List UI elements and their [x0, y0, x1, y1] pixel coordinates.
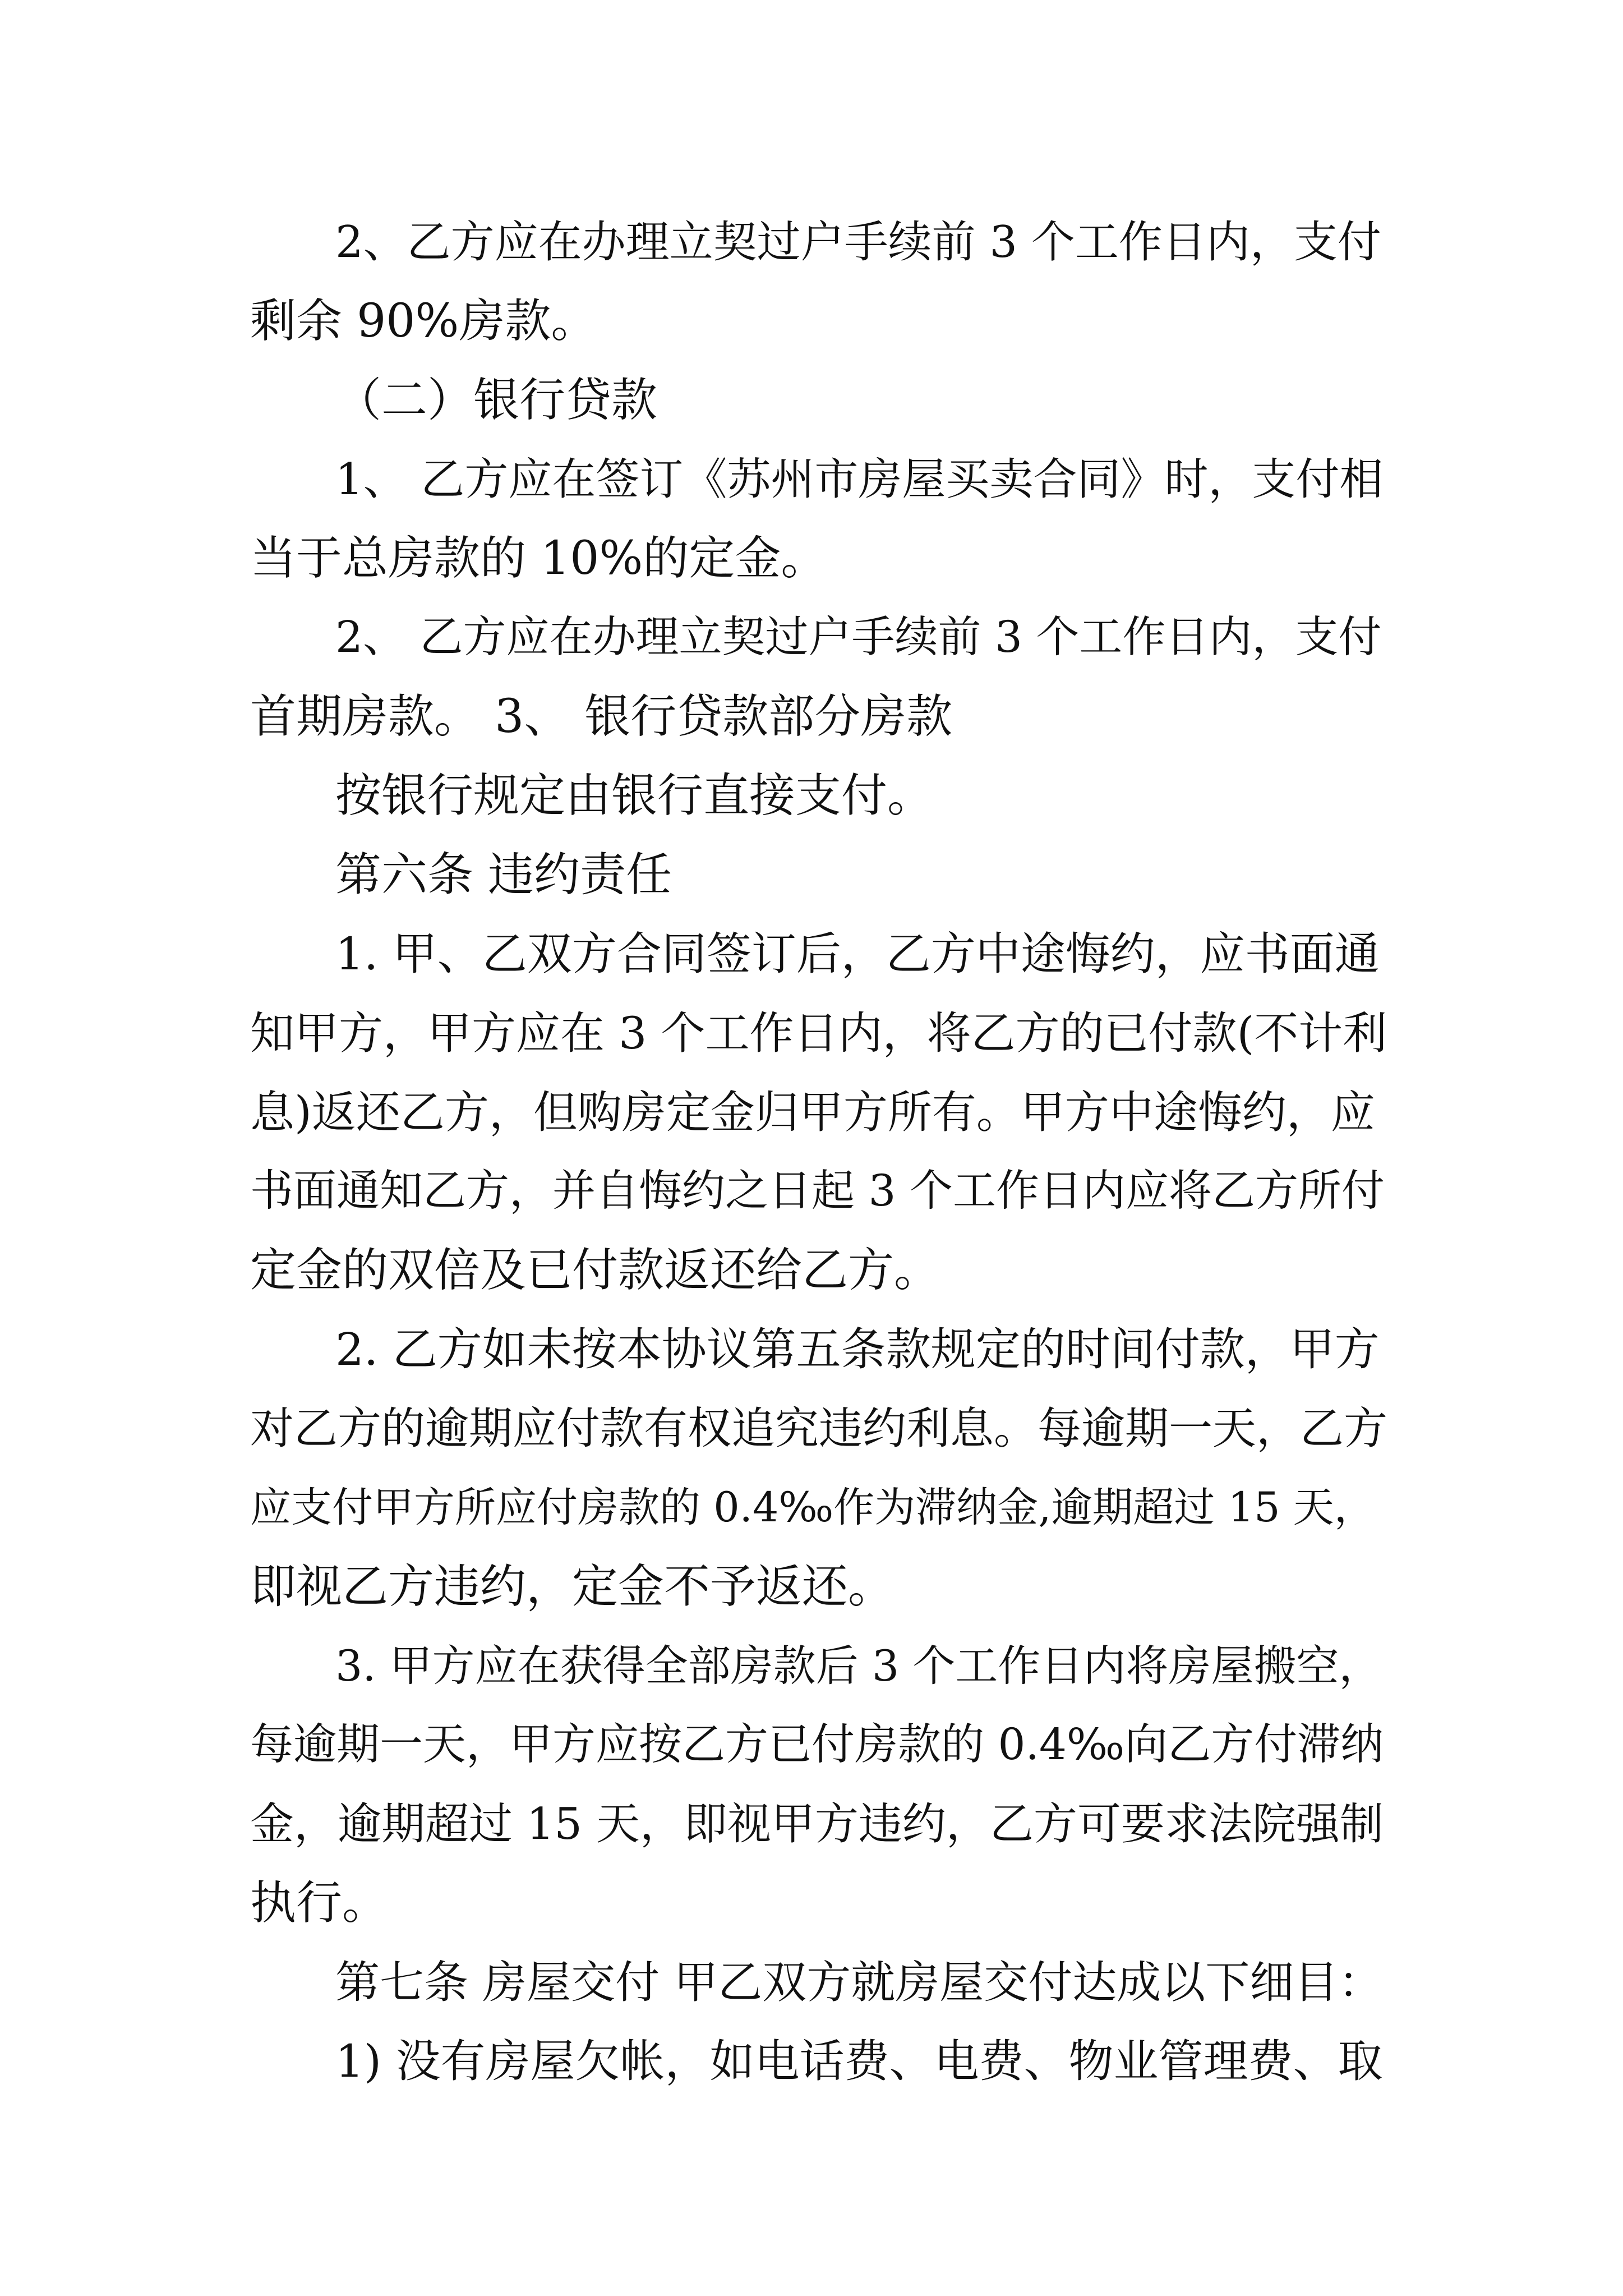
text-line-content: 按银行规定由银行直接支付。 [335, 769, 934, 822]
text-line-content: 1. 甲、乙双方合同签订后，乙方中途悔约，应书面通 [335, 928, 1380, 980]
text-line [0, 1158, 1623, 1225]
text-line [0, 1949, 1623, 2016]
text-line-content: 2、乙方应在办理立契过户手续前 3 个工作日内，支付 [335, 217, 1381, 268]
text-line [0, 209, 1623, 276]
text-line-content: 应支付甲方所应付房款的 0.4‰作为滞纳金,逾期超过 15 天， [250, 1484, 1375, 1531]
text-line [0, 921, 1623, 988]
text-line-content: 第七条 房屋交付 甲乙双方就房屋交付达成以下细目： [335, 1957, 1383, 2008]
text-line [0, 683, 1623, 751]
text-line-content: 2、 乙方应在办理立契过户手续前 3 个工作日内，支付 [335, 613, 1382, 662]
text-line-content: 知甲方，甲方应在 3 个工作日内，将乙方的已付款(不计利 [250, 1007, 1387, 1059]
text-line-content: 剩余 90%房款。 [250, 295, 597, 348]
text-line-content: 书面通知乙方，并自悔约之日起 3 个工作日内应将乙方所付 [250, 1166, 1385, 1216]
text-line-content: 息)返还乙方，但购房定金归甲方所有。甲方中途悔约，应 [250, 1087, 1375, 1138]
text-line [0, 1553, 1623, 1621]
text-line [0, 841, 1623, 909]
text-line [0, 1316, 1623, 1383]
text-line [0, 446, 1623, 513]
text-line-content: 2. 乙方如未按本协议第五条款规定的时间付款，甲方 [335, 1323, 1380, 1375]
text-line-content: 金，逾期超过 15 天，即视甲方违约，乙方可要求法院强制 [250, 1799, 1384, 1849]
text-line-content: 当于总房款的 10%的定金。 [250, 532, 827, 585]
text-line-content: 定金的双倍及已付款返还给乙方。 [250, 1244, 940, 1297]
text-line [0, 367, 1623, 434]
text-line [0, 288, 1623, 355]
text-line-content: 执行。 [250, 1876, 389, 1930]
text-line-content: 每逾期一天，甲方应按乙方已付房款的 0.4‰向乙方付滞纳 [250, 1720, 1384, 1770]
text-line [0, 604, 1623, 671]
text-line-content: 1、 乙方应在签订《苏州市房屋买卖合同》时，支付相 [335, 454, 1384, 505]
text-line [0, 1870, 1623, 1937]
text-line-content: 对乙方的逾期应付款有权追究违约利息。每逾期一天，乙方 [250, 1404, 1388, 1454]
text-line [0, 1474, 1623, 1542]
text-line-content: 即视乙方违约，定金不予返还。 [250, 1560, 895, 1613]
text-line-content: 1) 没有房屋欠帐，如电话费、电费、物业管理费、取 [335, 2035, 1383, 2087]
text-line [0, 1237, 1623, 1304]
text-line [0, 762, 1623, 830]
text-line [0, 525, 1623, 592]
text-line-content: 第六条 违约责任 [335, 848, 672, 901]
text-line [0, 1000, 1623, 1067]
text-line [0, 1711, 1623, 1779]
text-line-content: 3. 甲方应在获得全部房款后 3 个工作日内将房屋搬空， [335, 1641, 1382, 1691]
text-line-content: 首期房款。 3、 银行贷款部分房款 [250, 690, 953, 743]
text-line [0, 1632, 1623, 1700]
text-line [0, 2028, 1623, 2095]
text-line-content: （二）银行贷款 [335, 374, 658, 427]
text-line [0, 1791, 1623, 1858]
text-line [0, 1395, 1623, 1462]
text-line [0, 1079, 1623, 1146]
